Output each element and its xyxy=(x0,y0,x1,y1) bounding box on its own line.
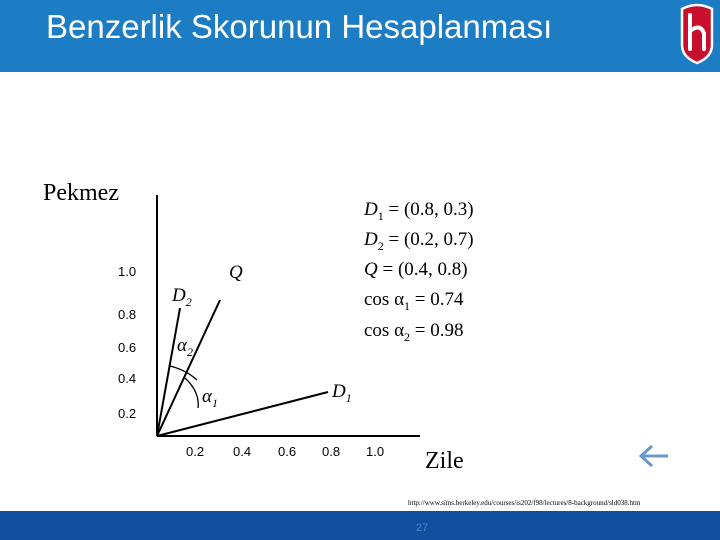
y-tick-1-0: 1.0 xyxy=(118,264,137,279)
d2-label: $D_2$ xyxy=(172,285,192,309)
alpha2-label: $\alpha_2$ xyxy=(177,335,193,359)
d1-vector xyxy=(157,392,328,436)
x-tick-0-4: 0.4 xyxy=(233,444,252,459)
equation-q: Q = (0.4, 0.8) xyxy=(364,259,468,280)
y-tick-0-2: 0.2 xyxy=(118,406,137,421)
source-link[interactable]: http://www.sims.berkeley.edu/courses/is202/f98/lectures/8-background/sld038.htm xyxy=(408,499,641,507)
q-label: Q xyxy=(229,262,243,283)
y-tick-0-6: 0.6 xyxy=(118,340,137,355)
d1-label: $D_1$ xyxy=(332,381,352,405)
y-tick-0-8: 0.8 xyxy=(118,307,137,322)
alpha1-label: $\alpha_1$ xyxy=(202,386,218,410)
equation-cos-alpha2: $\cos \alpha_2 = 0.98$ xyxy=(364,320,464,344)
x-tick-0-8: 0.8 xyxy=(322,444,341,459)
equation-cos-alpha1: $\cos \alpha_1 = 0.74$ xyxy=(364,289,464,313)
x-tick-0-6: 0.6 xyxy=(278,444,297,459)
slide-title: Benzerlik Skorunun Hesaplanması xyxy=(46,8,553,45)
equation-d2: $D_2 = (0.2$, 0.7) xyxy=(364,229,474,253)
equation-d1: $D_1 = (0.8$, 0.3) xyxy=(364,199,474,223)
x-tick-1-0: 1.0 xyxy=(366,444,385,459)
y-tick-0-4: 0.4 xyxy=(118,371,137,386)
x-tick-0-2: 0.2 xyxy=(186,444,205,459)
q-vector xyxy=(157,300,220,436)
y-axis-name: Pekmez xyxy=(43,180,119,206)
back-arrow-icon[interactable] xyxy=(636,441,672,471)
x-axis-name: Zile xyxy=(425,448,464,474)
page-number: 27 xyxy=(415,522,429,534)
alpha1-arc xyxy=(185,378,198,408)
d2-vector xyxy=(157,308,180,436)
